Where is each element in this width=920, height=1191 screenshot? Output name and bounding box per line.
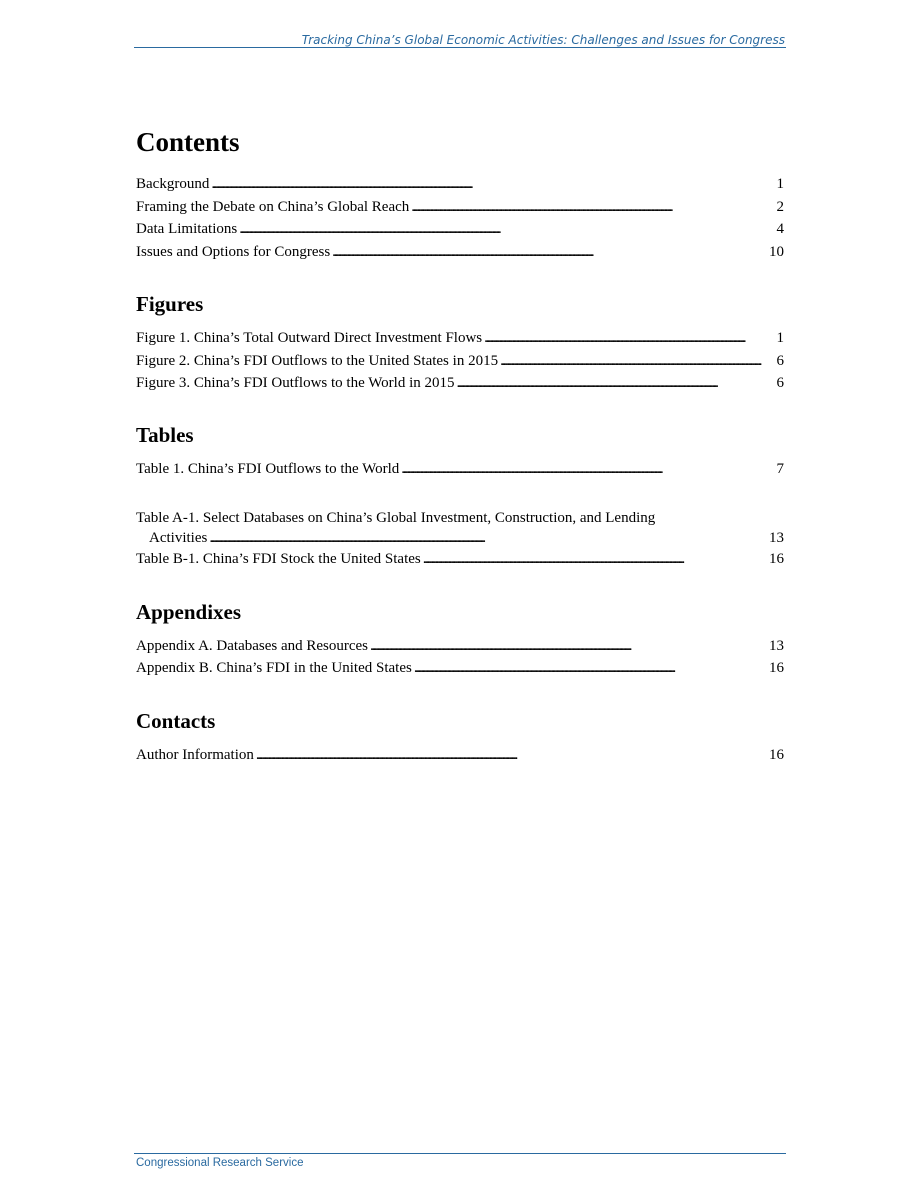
- toc-entry-page: 6: [776, 352, 784, 369]
- toc-entry-issues-and-options[interactable]: [136, 241, 784, 264]
- toc-entry-page: 7: [776, 460, 784, 477]
- dot-leader: [423, 548, 765, 571]
- footer-rule: [134, 1153, 786, 1154]
- contents-heading: Contents: [136, 127, 240, 157]
- toc-entry-page: 16: [769, 551, 784, 567]
- toc-entry-page: 1: [776, 330, 784, 346]
- toc-entry-page: 13: [769, 637, 784, 654]
- toc-entry-appendix-a[interactable]: [136, 635, 784, 658]
- figures-heading: Figures: [136, 292, 204, 316]
- dot-leader: [370, 635, 765, 658]
- toc-entry-framing-the-debate[interactable]: [136, 196, 784, 219]
- running-header: [134, 33, 786, 48]
- dot-leader: [256, 744, 765, 767]
- toc-entry-label: Framing the Debate on China’s Global Reach: [136, 198, 410, 215]
- spacer: [136, 480, 784, 508]
- toc-entry-figure-3[interactable]: [136, 372, 784, 395]
- dot-leader: [500, 350, 772, 373]
- toc-entry-page: 1: [776, 176, 784, 192]
- table-of-contents: [136, 125, 784, 766]
- contacts-heading: Contacts: [136, 708, 216, 733]
- tables-heading: Tables: [136, 422, 194, 447]
- toc-entry-label: Table B-1. China’s FDI Stock the United States: [136, 551, 421, 567]
- figures-section: [136, 291, 784, 395]
- contacts-list: [136, 744, 784, 767]
- appendix-tables-list: [136, 508, 784, 571]
- toc-entry-page: 13: [769, 530, 784, 546]
- toc-entry-continuation: [136, 528, 784, 548]
- toc-entry-page: 16: [769, 660, 784, 676]
- toc-entry-appendix-b[interactable]: [136, 657, 784, 680]
- toc-entry-label: Figure 2. China’s FDI Outflows to the United States in 2015: [136, 352, 499, 369]
- dot-leader: [411, 196, 772, 219]
- toc-entry-table-1[interactable]: [136, 458, 784, 481]
- toc-entry-label: Appendix B. China’s FDI in the United States: [136, 660, 412, 676]
- toc-entry-table-a-1[interactable]: [136, 508, 784, 548]
- toc-entry-label: Appendix A. Databases and Resources: [136, 637, 369, 654]
- tables-section: [136, 422, 784, 571]
- contents-section: [136, 125, 784, 263]
- toc-entry-label: Background: [136, 176, 210, 192]
- dot-leader: [484, 327, 772, 350]
- dot-leader: [332, 241, 765, 264]
- appendixes-heading: Appendixes: [136, 599, 242, 624]
- toc-entry-label: Figure 3. China’s FDI Outflows to the World in 2015: [136, 375, 455, 391]
- dot-leader: [209, 528, 765, 548]
- toc-entry-figure-2[interactable]: [136, 350, 784, 373]
- dot-leader: [457, 372, 773, 395]
- toc-entry-label: Table 1. China’s FDI Outflows to the World: [136, 460, 400, 477]
- toc-entry-label-line-1: Table A-1. Select Databases on China’s Global Investment, Construction, and Lending: [136, 510, 656, 526]
- toc-entry-label: Issues and Options for Congress: [136, 243, 331, 260]
- tables-list: [136, 458, 784, 481]
- toc-entry-data-limitations[interactable]: [136, 218, 784, 241]
- contents-list: [136, 173, 784, 263]
- toc-entry-background[interactable]: [136, 173, 784, 196]
- toc-entry-label-line-2: Activities: [149, 530, 208, 546]
- figures-list: [136, 327, 784, 395]
- footer-text: Congressional Research Service: [136, 1157, 304, 1169]
- toc-entry-label: Figure 1. China’s Total Outward Direct Investment Flows: [136, 330, 483, 346]
- toc-entry-figure-1[interactable]: [136, 327, 784, 350]
- toc-entry-page: 4: [776, 221, 784, 237]
- toc-entry-author-information[interactable]: [136, 744, 784, 767]
- header-title: Tracking China’s Global Economic Activities: Challenges and Issues for Congress: [301, 33, 785, 47]
- dot-leader: [239, 218, 772, 241]
- appendixes-section: [136, 599, 784, 680]
- contacts-section: [136, 708, 784, 767]
- appendixes-list: [136, 635, 784, 680]
- toc-entry-label: Author Information: [136, 746, 254, 763]
- toc-entry-page: 2: [776, 198, 784, 215]
- dot-leader: [211, 173, 772, 196]
- dot-leader: [414, 657, 765, 680]
- dot-leader: [401, 458, 772, 481]
- toc-entry-label: Data Limitations: [136, 221, 238, 237]
- toc-entry-table-b-1[interactable]: [136, 548, 784, 571]
- toc-entry-page: 16: [769, 746, 784, 763]
- toc-entry-page: 10: [769, 243, 784, 260]
- toc-entry-page: 6: [776, 375, 784, 391]
